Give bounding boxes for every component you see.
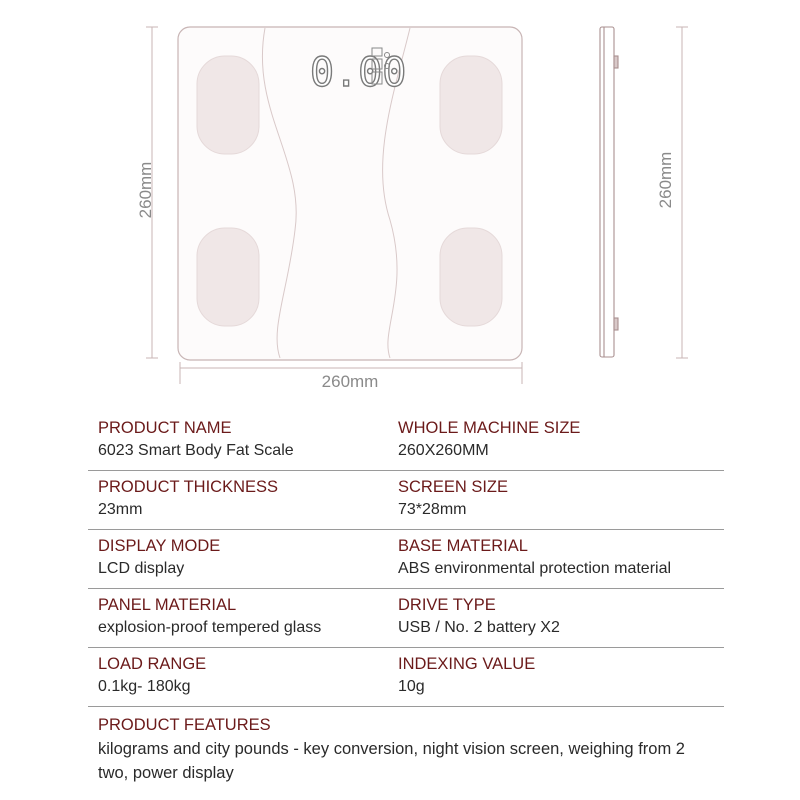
spec-row-1 <box>88 412 724 471</box>
spec-title: PRODUCT FEATURES <box>98 716 271 734</box>
spec-value: 23mm <box>98 501 143 518</box>
spec-title: PRODUCT THICKNESS <box>98 478 279 496</box>
spec-value: 0.1kg- 180kg <box>98 678 191 695</box>
spec-title: SCREEN SIZE <box>398 478 509 496</box>
spec-product-name <box>88 412 388 470</box>
spec-indexing-value <box>388 648 724 706</box>
spec-row-5 <box>88 648 724 707</box>
spec-value: LCD display <box>98 560 185 577</box>
spec-title: INDEXING VALUE <box>398 655 536 673</box>
spec-title: PANEL MATERIAL <box>98 596 237 614</box>
electrode-pad-bottom-left <box>197 228 259 326</box>
spec-value: 10g <box>398 678 425 695</box>
electrode-pad-top-left <box>197 56 259 154</box>
spec-load-range <box>88 648 388 706</box>
electrode-pad-bottom-right <box>440 228 502 326</box>
spec-row-4 <box>88 589 724 648</box>
spec-title: DRIVE TYPE <box>398 596 496 614</box>
spec-title: LOAD RANGE <box>98 655 207 673</box>
spec-title: BASE MATERIAL <box>398 537 528 555</box>
scale-side-view <box>600 27 618 357</box>
spec-display-mode <box>88 530 388 588</box>
spec-title: DISPLAY MODE <box>98 537 221 555</box>
spec-drive-type <box>388 589 724 647</box>
spec-value: ABS environmental protection material <box>398 560 672 577</box>
lcd-reading: 0.00 <box>310 50 407 96</box>
spec-base-material <box>388 530 724 588</box>
spec-whole-machine-size <box>388 412 724 470</box>
spec-panel-material <box>88 589 388 647</box>
dimension-height-label-front: 260mm <box>136 161 155 219</box>
spec-screen-size <box>388 471 724 529</box>
dimension-width-label: 260mm <box>321 372 379 391</box>
spec-row-2 <box>88 471 724 530</box>
spec-value: kilograms and city pounds - key conversion, night vision screen, weighing from 2 two, power display <box>98 740 685 782</box>
spec-value: 260X260MM <box>398 442 489 459</box>
spec-product-features <box>88 707 724 785</box>
dimension-line-right <box>676 27 688 358</box>
spec-table <box>88 412 724 785</box>
spec-row-3 <box>88 530 724 589</box>
spec-title: WHOLE MACHINE SIZE <box>398 419 581 437</box>
spec-title: PRODUCT NAME <box>98 419 232 437</box>
spec-value: 6023 Smart Body Fat Scale <box>98 442 294 459</box>
electrode-pad-top-right <box>440 56 502 154</box>
spec-value: 73*28mm <box>398 501 467 518</box>
dimension-height-label-side: 260mm <box>656 151 675 209</box>
spec-product-thickness <box>88 471 388 529</box>
spec-value: explosion-proof tempered glass <box>98 619 322 636</box>
spec-value: USB / No. 2 battery X2 <box>398 619 560 636</box>
